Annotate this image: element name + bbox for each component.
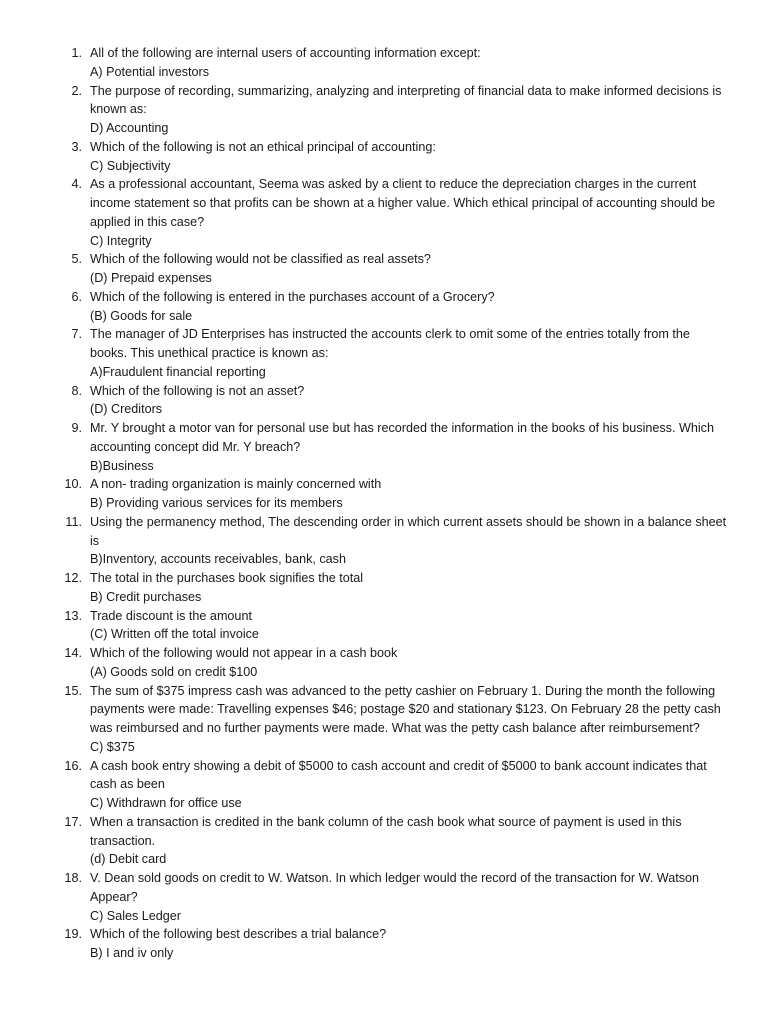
list-item bbox=[0, 682, 728, 757]
answer-text: B) I and iv only bbox=[90, 946, 174, 960]
question-number: 16. bbox=[64, 758, 82, 773]
question-text: V. Dean sold goods on credit to W. Watson. In which ledger would the record of the transaction for W. Watson Appear? bbox=[90, 871, 700, 904]
question-number: 3. bbox=[71, 139, 82, 154]
question-text: When a transaction is credited in the bank column of the cash book what source of payment is used in this transaction. bbox=[90, 814, 682, 848]
list-item bbox=[0, 138, 728, 176]
answer-text: D) Accounting bbox=[90, 121, 169, 135]
question-text: The sum of $375 impress cash was advanced to the petty cashier on February 1. During the month the following payments were made: Travelling expenses $46; postage $20 and stationary $123. On February 28 the petty cash was reimbursed and no further payments were made. What was the petty cash balance after reimbursement? bbox=[90, 683, 721, 735]
answer-text: B)Business bbox=[90, 458, 154, 473]
question-number: 19. bbox=[64, 927, 82, 942]
list-item bbox=[0, 82, 728, 138]
list-item bbox=[0, 644, 728, 682]
question-text: The purpose of recording, summarizing, analyzing and interpreting of financial data to make informed decisions is known as: bbox=[90, 83, 722, 117]
list-item bbox=[0, 175, 728, 250]
question-number: 2. bbox=[71, 83, 82, 98]
list-item bbox=[0, 475, 728, 513]
answer-text: B) Providing various services for its members bbox=[90, 496, 343, 510]
answer-text: C) Withdrawn for office use bbox=[90, 796, 242, 810]
question-text: All of the following are internal users of accounting information except: bbox=[90, 46, 481, 60]
answer-text: (A) Goods sold on credit $100 bbox=[90, 664, 258, 679]
question-number: 4. bbox=[71, 177, 82, 192]
question-text: Which of the following is entered in the purchases account of a Grocery? bbox=[90, 289, 495, 304]
question-number: 15. bbox=[64, 683, 82, 698]
question-number: 1. bbox=[71, 46, 82, 60]
answer-text: A) Potential investors bbox=[90, 64, 209, 79]
question-number: 14. bbox=[64, 646, 82, 660]
question-text: Which of the following would not be classified as real assets? bbox=[90, 252, 431, 267]
question-text: Which of the following best describes a trial balance? bbox=[90, 927, 387, 942]
answer-text: B)Inventory, accounts receivables, bank, cash bbox=[90, 552, 346, 567]
list-item bbox=[0, 44, 728, 82]
question-number: 8. bbox=[71, 383, 82, 398]
question-text: As a professional accountant, Seema was asked by a client to reduce the depreciation charges in the current income statement so that profits can be shown at a higher value. Which ethical principal of accounting should be applied in this case? bbox=[90, 177, 716, 229]
answer-text: C) Sales Ledger bbox=[90, 908, 182, 923]
answer-text: A)Fraudulent financial reporting bbox=[90, 364, 266, 379]
question-text: Using the permanency method, The descending order in which current assets should be shown in a balance sheet is bbox=[90, 514, 727, 548]
answer-text: (d) Debit card bbox=[90, 852, 167, 867]
answer-text: (D) Creditors bbox=[90, 402, 163, 417]
answer-text: B) Credit purchases bbox=[90, 589, 202, 604]
question-number: 18. bbox=[64, 871, 82, 885]
question-number: 12. bbox=[64, 571, 82, 585]
question-list bbox=[0, 44, 728, 963]
answer-text: C) Integrity bbox=[90, 233, 152, 248]
list-item bbox=[0, 288, 728, 326]
answer-text: C) $375 bbox=[90, 739, 135, 754]
question-text: A cash book entry showing a debit of $5000 to cash account and credit of $5000 to bank account indicates that cash as been bbox=[90, 758, 707, 792]
list-item bbox=[0, 325, 728, 381]
question-number: 13. bbox=[64, 608, 82, 623]
question-text: Mr. Y brought a motor van for personal use but has recorded the information in the books of his business. Which accounting concept did Mr. Y breach? bbox=[90, 421, 714, 454]
question-text: A non- trading organization is mainly concerned with bbox=[90, 477, 382, 492]
question-number: 5. bbox=[71, 252, 82, 267]
answer-text: C) Subjectivity bbox=[90, 158, 171, 173]
list-item bbox=[0, 869, 728, 925]
question-number: 11. bbox=[65, 514, 82, 529]
list-item bbox=[0, 513, 728, 569]
question-text: The manager of JD Enterprises has instructed the accounts clerk to omit some of the entries totally from the books. This unethical practice is known as: bbox=[90, 327, 690, 360]
question-text: Which of the following would not appear in a cash book bbox=[90, 646, 398, 660]
list-item bbox=[0, 813, 728, 869]
question-number: 10. bbox=[64, 477, 82, 492]
list-item bbox=[0, 419, 728, 475]
answer-text: (C) Written off the total invoice bbox=[90, 627, 259, 642]
question-text: Trade discount is the amount bbox=[90, 608, 252, 623]
list-item bbox=[0, 757, 728, 813]
question-number: 6. bbox=[71, 289, 82, 304]
question-text: Which of the following is not an asset? bbox=[90, 383, 305, 398]
question-text: The total in the purchases book signifies the total bbox=[90, 571, 364, 585]
list-item bbox=[0, 382, 728, 420]
answer-text: (B) Goods for sale bbox=[90, 308, 193, 323]
list-item bbox=[0, 569, 728, 607]
answer-text: (D) Prepaid expenses bbox=[90, 271, 212, 285]
list-item bbox=[0, 925, 728, 963]
question-number: 7. bbox=[71, 327, 82, 342]
question-text: Which of the following is not an ethical principal of accounting: bbox=[90, 139, 436, 154]
list-item bbox=[0, 607, 728, 645]
question-number: 9. bbox=[71, 421, 82, 435]
list-item bbox=[0, 250, 728, 288]
question-number: 17. bbox=[64, 814, 82, 829]
